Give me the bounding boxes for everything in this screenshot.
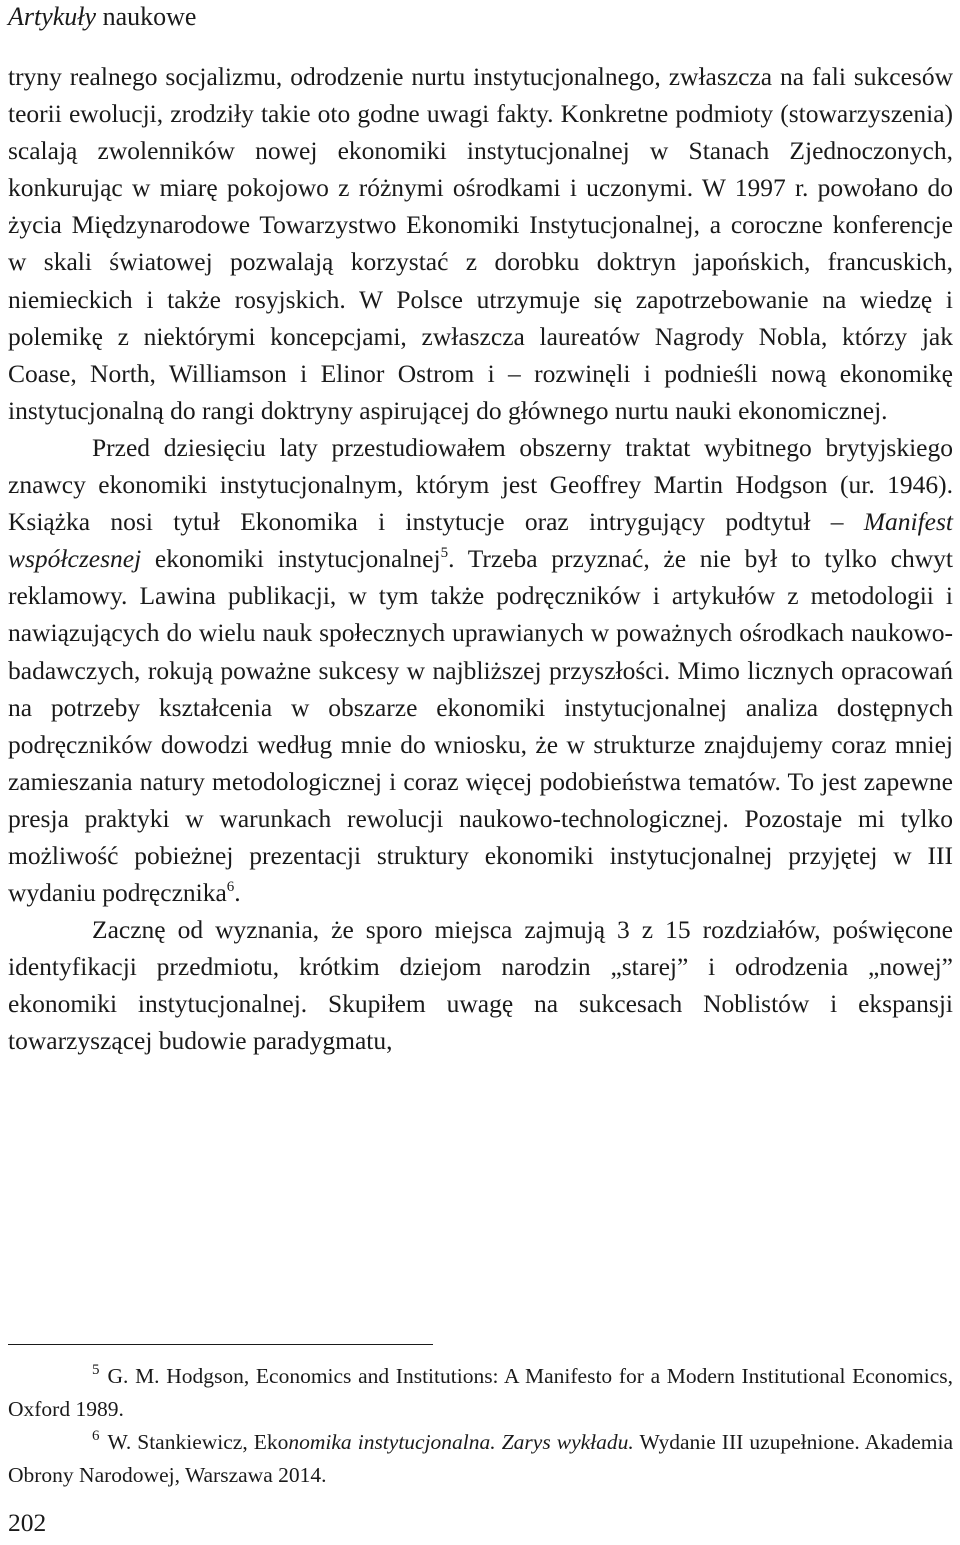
paragraph-2-part-b: ekonomiki instytucjonalnej	[141, 544, 441, 574]
paragraph-1: tryny realnego socjalizmu, odrodzenie nurtu instytucjonalnego, zwłaszcza na fali sukcesów teorii ewolucji, zrodziły takie oto godne uwagi fakty. Konkretne podmioty (stowarzyszenia) scalają zwolenników nowej ekonomiki instytucjonalnej w Stanach Zjednoczonych, konkurując w miarę pokojowo z różnymi ośrodkami i uczonymi. W 1997 r. powołano do życia Międzynarodowe Towarzystwo Ekonomiki Instytucjonalnej, a coroczne konferencje w skali światowej pozwalają korzystać z dorobku doktryn japońskich, francuskich, niemieckich i także rosyjskich. W Polsce utrzymuje się zapotrzebowanie na wiedzę i polemikę z niektórymi koncepcjami, zwłaszcza laureatów Nagrody Nobla, którzy jak Coase, North, Williamson i Elinor Ostrom i – rozwinęli i podnieśli nową ekonomikę instytucjonalną do rangi doktryny aspirującej do głównego nurtu nauki ekonomicznej.	[8, 62, 953, 425]
paragraph-2	[8, 429, 953, 911]
footnote-ref-5[interactable]: 5	[440, 545, 449, 562]
article-body	[8, 58, 953, 1060]
paragraph-2-part-a: Przed dziesięciu laty przestudiowałem obszerny traktat wybitnego brytyjskiego znawcy ekonomiki instytucjonalnym, którym jest Geoffrey Martin Hodgson (ur. 1946). Książka nosi tytuł Ekonomika i instytucje oraz intrygujący podtytuł –	[8, 432, 953, 537]
footnote-5-number: 5	[92, 1362, 100, 1378]
footnote-5-text: G. M. Hodgson, Economics and Institutions: A Manifesto for a Modern Institutional Economics, Oxford 1989.	[8, 1364, 953, 1421]
header-section-rest: naukowe	[96, 2, 197, 31]
footnotes	[8, 1360, 953, 1492]
paragraph-3: Zacznę od wyznania, że sporo miejsca zajmują 3 z 15 rozdziałów, poświęcone identyfikacji przedmiotu, krótkim dziejom narodzin „starej” i odrodzenia „nowej” ekonomiki instytucjonalnej. Skupiłem uwagę na sukcesach Noblistów i ekspansji towarzyszącej budowie paradygmatu,	[8, 915, 953, 1056]
footnote-5	[8, 1360, 953, 1426]
paragraph-2-part-c: . Trzeba przyznać, że nie był to tylko chwyt reklamowy. Lawina publikacji, w tym także podręczników i artykułów z metodologii i nawiązujących do wielu nauk społecznych uprawianych w poważnych ośrodkach naukowo-badawczych, rokują poważne sukcesy w najbliższej przyszłości. Mimo licznych opracowań na potrzeby kształcenia w obszarze ekonomiki instytucjonalnej analiza dostępnych podręczników dowodzi według mnie do wniosku, że w strukturze znajdujemy coraz mniej zamieszania natury metodologicznej i coraz więcej podobieństwa tematów. To jest zapewne presja praktyki w warunkach rewolucji naukowo-technologicznej. Pozostaje mi tylko możliwość pobieżnej prezentacji struktury ekonomiki instytucjonalnej przyjętej w III wydaniu podręcznika	[8, 544, 953, 908]
paragraph-2-part-d: .	[234, 878, 241, 908]
running-header	[8, 2, 196, 32]
footnote-6-italic: nomika instytucjonalna. Zarys wykładu.	[288, 1430, 634, 1454]
subtitle-italic: Manifest współczesnej	[8, 507, 953, 574]
page-number: 202	[8, 1508, 47, 1537]
footnote-ref-6[interactable]: 6	[226, 879, 235, 896]
footnote-6-text-a: W. Stankiewicz, Eko	[107, 1430, 289, 1454]
footnote-6-text-b: Wydanie III uzupełnione. Akademia Obrony Narodowej, Warszawa 2014.	[8, 1430, 953, 1487]
footnote-separator	[8, 1344, 433, 1345]
footnote-6-number: 6	[92, 1428, 100, 1444]
footnote-6	[8, 1426, 953, 1492]
header-section-italic: Artykuły	[8, 2, 97, 31]
